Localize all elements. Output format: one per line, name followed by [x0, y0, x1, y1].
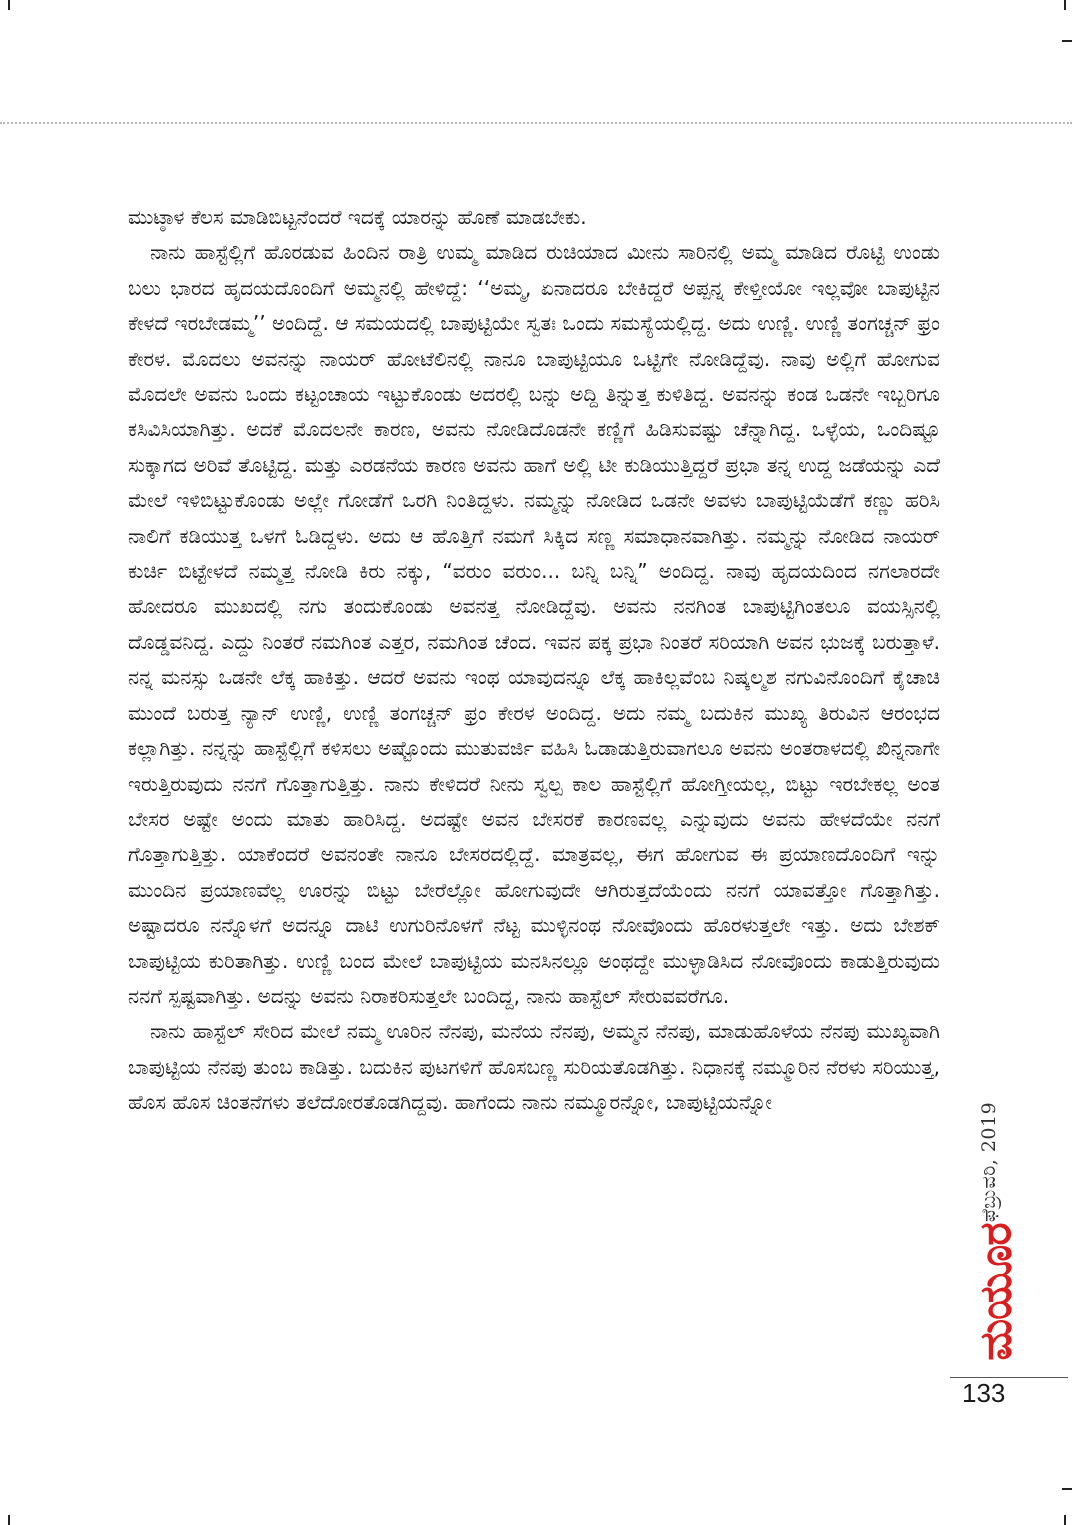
- crop-mark-top-left: [8, 0, 10, 10]
- article-paragraph: ನಾನು ಹಾಸ್ಟೆಲ್ಲಿಗೆ ಹೊರಡುವ ಹಿಂದಿನ ರಾತ್ರಿ ಉಮ್ಮ ಮಾಡಿದ ರುಚಿಯಾದ ಮೀನು ಸಾರಿನಲ್ಲಿ ಅಮ್ಮ ಮಾಡಿದ ರೊಟ್ಟಿ ಉಂಡು ಬಲು ಭಾರದ ಹೃದಯದೊಂದಿಗೆ ಅಮ್ಮನಲ್ಲಿ ಹೇಳಿದ್ದೆ: ‘‘ಅಮ್ಮ, ಏನಾದರೂ ಬೇಕಿದ್ದರೆ ಅಪ್ಪನ್ನ ಕೇಳ್ತೀಯೋ ಇಲ್ಲವೋ ಬಾಪುಟ್ಟಿನ ಕೇಳದೆ ಇರಬೇಡಮ್ಮ’’ ಅಂದಿದ್ದೆ. ಆ ಸಮಯದಲ್ಲಿ ಬಾಪುಟ್ಟಿಯೇ ಸ್ವತಃ ಒಂದು ಸಮಸ್ಯೆಯಲ್ಲಿದ್ದ. ಅದು ಉಣ್ಣಿ. ಉಣ್ಣಿ ತಂಗಚ್ಚನ್ ಫ್ರಂ ಕೇರಳ. ಮೊದಲು ಅವನನ್ನು ನಾಯರ್ ಹೋಟೆಲಿನಲ್ಲಿ ನಾನೂ ಬಾಪುಟ್ಟಿಯೂ ಒಟ್ಟಿಗೇ ನೋಡಿದ್ದೆವು. ನಾವು ಅಲ್ಲಿಗೆ ಹೋಗುವ ಮೊದಲೇ ಅವನು ಒಂದು ಕಟ್ಟಂಚಾಯ ಇಟ್ಟುಕೊಂಡು ಅದರಲ್ಲಿ ಬನ್ನು ಅದ್ದಿ ತಿನ್ನುತ್ತ ಕುಳಿತಿದ್ದ. ಅವನನ್ನು ಕಂಡ ಒಡನೇ ಇಬ್ಬರಿಗೂ ಕಸಿವಿಸಿಯಾಗಿತ್ತು. ಅದಕೆ ಮೊದಲನೇ ಕಾರಣ, ಅವನು ನೋಡಿದೊಡನೇ ಕಣ್ಣಿಗೆ ಹಿಡಿಸುವಷ್ಟು ಚೆನ್ನಾಗಿದ್ದ. ಒಳ್ಳೆಯ, ಒಂದಿಷ್ಟೂ ಸುಕ್ಕಾಗದ ಅರಿವೆ ತೊಟ್ಟಿದ್ದ. ಮತ್ತು ಎರಡನೆಯ ಕಾರಣ ಅವನು ಹಾಗೆ ಅಲ್ಲಿ ಟೀ ಕುಡಿಯುತ್ತಿದ್ದರೆ ಪ್ರಭಾ ತನ್ನ ಉದ್ದ ಜಡೆಯನ್ನು ಎದೆ ಮೇಲೆ ಇಳಿಬಿಟ್ಟುಕೊಂಡು ಅಲ್ಲೇ ಗೋಡೆಗೆ ಒರಗಿ ನಿಂತಿದ್ದಳು. ನಮ್ಮನ್ನು ನೋಡಿದ ಒಡನೇ ಅವಳು ಬಾಪುಟ್ಟಿಯೆಡೆಗೆ ಕಣ್ಣು ಹರಿಸಿ ನಾಲಿಗೆ ಕಡಿಯುತ್ತ ಒಳಗೆ ಓಡಿದ್ದಳು. ಅದು ಆ ಹೊತ್ತಿಗೆ ನಮಗೆ ಸಿಕ್ಕಿದ ಸಣ್ಣ ಸಮಾಧಾನವಾಗಿತ್ತು. ನಮ್ಮನ್ನು ನೋಡಿದ ನಾಯರ್ ಕುರ್ಚಿ ಬಿಟ್ಟೇಳದೆ ನಮ್ಮತ್ತ ನೋಡಿ ಕಿರು ನಕ್ಕು, “ವರುಂ ವರುಂ... ಬನ್ನಿ ಬನ್ನಿ” ಅಂದಿದ್ದ. ನಾವು ಹೃದಯದಿಂದ ನಗಲಾರದೇ ಹೋದರೂ ಮುಖದಲ್ಲಿ ನಗು ತಂದುಕೊಂಡು ಅವನತ್ತ ನೋಡಿದ್ದೆವು. ಅವನು ನನಗಿಂತ ಬಾಪುಟ್ಟಿಗಿಂತಲೂ ವಯಸ್ಸಿನಲ್ಲಿ ದೊಡ್ಡವನಿದ್ದ. ಎದ್ದು ನಿಂತರೆ ನಮಗಿಂತ ಎತ್ತರ, ನಮಗಿಂತ ಚೆಂದ. ಇವನ ಪಕ್ಕ ಪ್ರಭಾ ನಿಂತರೆ ಸರಿಯಾಗಿ ಅವನ ಭುಜಕ್ಕೆ ಬರುತ್ತಾಳೆ. ನನ್ನ ಮನಸ್ಸು ಒಡನೇ ಲೆಕ್ಕ ಹಾಕಿತ್ತು. ಆದರೆ ಅವನು ಇಂಥ ಯಾವುದನ್ನೂ ಲೆಕ್ಕ ಹಾಕಿಲ್ಲವೆಂಬ ನಿಷ್ಕಲ್ಮಶ ನಗುವಿನೊಂದಿಗೆ ಕೈಚಾಚಿ ಮುಂದೆ ಬರುತ್ತ ನ್ಯಾನ್ ಉಣ್ಣಿ, ಉಣ್ಣಿ ತಂಗಚ್ಚನ್ ಫ್ರಂ ಕೇರಳ ಅಂದಿದ್ದ. ಅದು ನಮ್ಮ ಬದುಕಿನ ಮುಖ್ಯ ತಿರುವಿನ ಆರಂಭದ ಕಲ್ಲಾಗಿತ್ತು. ನನ್ನನ್ನು ಹಾಸ್ಟೆಲ್ಲಿಗೆ ಕಳಿಸಲು ಅಷ್ಟೊಂದು ಮುತುವರ್ಜಿ ವಹಿಸಿ ಓಡಾಡುತ್ತಿರುವಾಗಲೂ ಅವನು ಅಂತರಾಳದಲ್ಲಿ ಖಿನ್ನನಾಗೇ ಇರುತ್ತಿರುವುದು ನನಗೆ ಗೊತ್ತಾಗುತ್ತಿತ್ತು. ನಾನು ಕೇಳಿದರೆ ನೀನು ಸ್ವಲ್ಪ ಕಾಲ ಹಾಸ್ಟೆಲ್ಲಿಗೆ ಹೋಗ್ತೀಯಲ್ಲ, ಬಿಟ್ಟು ಇರಬೇಕಲ್ಲ ಅಂತ ಬೇಸರ ಅಷ್ಟೇ ಅಂದು ಮಾತು ಹಾರಿಸಿದ್ದ. ಅದಷ್ಟೇ ಅವನ ಬೇಸರಕೆ ಕಾರಣವಲ್ಲ ಎನ್ನುವುದು ಅವನು ಹೇಳದೆಯೇ ನನಗೆ ಗೊತ್ತಾಗುತ್ತಿತ್ತು. ಯಾಕೆಂದರೆ ಅವನಂತೇ ನಾನೂ ಬೇಸರದಲ್ಲಿದ್ದೆ. ಮಾತ್ರವಲ್ಲ, ಈಗ ಹೋಗುವ ಈ ಪ್ರಯಾಣದೊಂದಿಗೆ ಇನ್ನು ಮುಂದಿನ ಪ್ರಯಾಣವೆಲ್ಲ ಊರನ್ನು ಬಿಟ್ಟು ಬೇರೆಲ್ಲೋ ಹೋಗುವುದೇ ಆಗಿರುತ್ತದೆಯೆಂದು ನನಗೆ ಯಾವತ್ತೋ ಗೊತ್ತಾಗಿತ್ತು. ಅಷ್ಟಾದರೂ ನನ್ನೊಳಗೆ ಅದನ್ನೂ ದಾಟಿ ಉಗುರಿನೊಳಗೆ ನೆಟ್ಟ ಮುಳ್ಳಿನಂಥ ನೋವೊಂದು ಹೊರಳುತ್ತಲೇ ಇತ್ತು. ಅದು ಬೇಶಕ್ ಬಾಪುಟ್ಟಿಯ ಕುರಿತಾಗಿತ್ತು. ಉಣ್ಣಿ ಬಂದ ಮೇಲೆ ಬಾಪುಟ್ಟಿಯ ಮನಸಿನಲ್ಲೂ ಅಂಥದ್ದೇ ಮುಳ್ಳಾಡಿಸಿದ ನೋವೊಂದು ಕಾಡುತ್ತಿರುವುದು ನನಗೆ ಸ್ಪಷ್ಟವಾಗಿತ್ತು. ಅದನ್ನು ಅವನು ನಿರಾಕರಿಸುತ್ತಲೇ ಬಂದಿದ್ದ, ನಾನು ಹಾಸ್ಟೆಲ್ ಸೇರುವವರೆಗೂ.: [128, 240, 940, 1008]
- article-paragraph: ಮುಟ್ಠಾಳ ಕೆಲಸ ಮಾಡಿಬಿಟ್ಟನೆಂದರೆ ಇದಕ್ಕೆ ಯಾರನ್ನು ಹೊಣೆ ಮಾಡಬೇಕು.: [128, 205, 587, 229]
- article-paragraph: ನಾನು ಹಾಸ್ಟೆಲ್ ಸೇರಿದ ಮೇಲೆ ನಮ್ಮ ಊರಿನ ನೆನಪು, ಮನೆಯ ನೆನಪು, ಅಮ್ಮನ ನೆನಪು, ಮಾಡುಹೊಳೆಯ ನೆನಪು ಮುಖ್ಯವಾಗಿ ಬಾಪುಟ್ಟಿಯ ನೆನಪು ತುಂಬ ಕಾಡಿತ್ತು. ಬದುಕಿನ ಪುಟಗಳಿಗೆ ಹೊಸಬಣ್ಣ ಸುರಿಯತೊಡಗಿತ್ತು. ನಿಧಾನಕ್ಕೆ ನಮ್ಮೂರಿನ ನೆರಳು ಸರಿಯುತ್ತ, ಹೊಸ ಹೊಸ ಚಿಂತನೆಗಳು ತಲೆದೋರತೊಡಗಿದ್ದವು. ಹಾಗೆಂದು ನಾನು ನಮ್ಮೂರನ್ನೋ, ಬಾಪುಟ್ಟಿಯನ್ನೋ: [128, 1019, 940, 1115]
- masthead-text: ಮಯೂರ: [970, 1223, 1022, 1361]
- crop-mark-bottom-left: [8, 1515, 10, 1525]
- crop-mark-top-right: [1064, 0, 1066, 10]
- issue-date-text: ಫೆಬ್ರುವರಿ, 2019: [978, 1101, 1000, 1223]
- page-number: 133: [962, 1378, 1006, 1408]
- crop-mark-bottom-right: [1064, 1515, 1066, 1525]
- magazine-masthead: [964, 1224, 1028, 1360]
- article-body: [128, 200, 940, 1121]
- header-dotted-rule: [0, 122, 1072, 124]
- crop-mark-right-upper: [1062, 40, 1072, 42]
- crop-mark-right-lower: [1062, 1488, 1072, 1490]
